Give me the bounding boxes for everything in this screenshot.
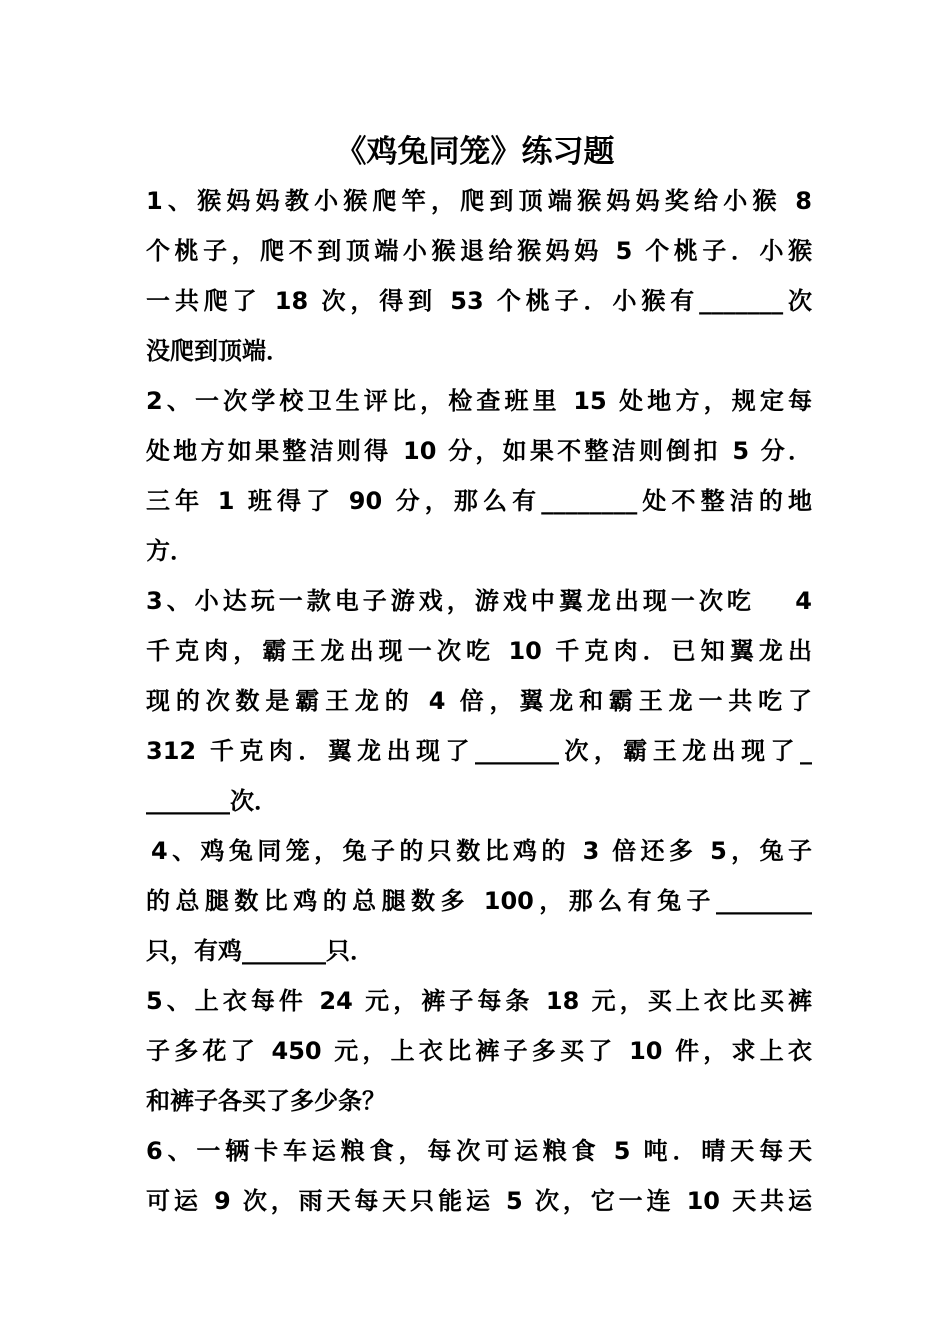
problem-4-line-1: 4、鸡兔同笼，兔子的只数比鸡的 3 倍还多 5，兔子	[151, 837, 812, 865]
exercise-body	[146, 176, 812, 1226]
problem-2-line-2: 处地方如果整洁则得 10 分，如果不整洁则倒扣 5 分．	[146, 437, 812, 465]
problem-3-line-2: 千克肉，霸王龙出现一次吃 10 千克肉．已知翼龙出	[146, 637, 812, 665]
problem-2-line-4: 方．	[146, 537, 194, 565]
problem-3-line-5: _______次．	[146, 787, 278, 815]
problem-3-line-4: 312 千克肉．翼龙出现了_______次，霸王龙出现了_	[146, 737, 812, 765]
problem-1-line-3: 一共爬了 18 次，得到 53 个桃子．小猴有_______次	[146, 287, 812, 315]
problem-1-line-1: 1、猴妈妈教小猴爬竿，爬到顶端猴妈妈奖给小猴 8	[146, 187, 812, 215]
problem-3-line-1: 3、小达玩一款电子游戏，游戏中翼龙出现一次吃 4	[146, 587, 812, 615]
problem-5-line-1: 5、上衣每件 24 元，裤子每条 18 元，买上衣比买裤	[146, 987, 812, 1015]
problem-2-line-1: 2、一次学校卫生评比，检查班里 15 处地方，规定每	[146, 387, 812, 415]
problem-3-line-3: 现的次数是霸王龙的 4 倍，翼龙和霸王龙一共吃了	[146, 687, 812, 715]
problem-2-line-3: 三年 1 班得了 90 分，那么有________处不整洁的地	[146, 487, 812, 515]
problem-1-line-4: 没爬到顶端．	[146, 337, 290, 365]
problem-4-line-3: 只，有鸡_______只．	[146, 937, 374, 965]
problem-5-line-2: 子多花了 450 元，上衣比裤子多买了 10 件，求上衣	[146, 1037, 812, 1065]
problem-4-line-2: 的总腿数比鸡的总腿数多 100，那么有兔子________	[146, 887, 812, 915]
problem-6-line-2: 可运 9 次，雨天每天只能运 5 次，它一连 10 天共运	[146, 1187, 812, 1215]
problem-5-line-3: 和裤子各买了多少条？	[146, 1087, 386, 1115]
problem-6-line-1: 6、一辆卡车运粮食，每次可运粮食 5 吨．晴天每天	[146, 1137, 812, 1165]
page-title: 《鸡兔同笼》练习题	[335, 134, 615, 170]
problem-1-line-2: 个桃子，爬不到顶端小猴退给猴妈妈 5 个桃子．小猴	[146, 237, 812, 265]
